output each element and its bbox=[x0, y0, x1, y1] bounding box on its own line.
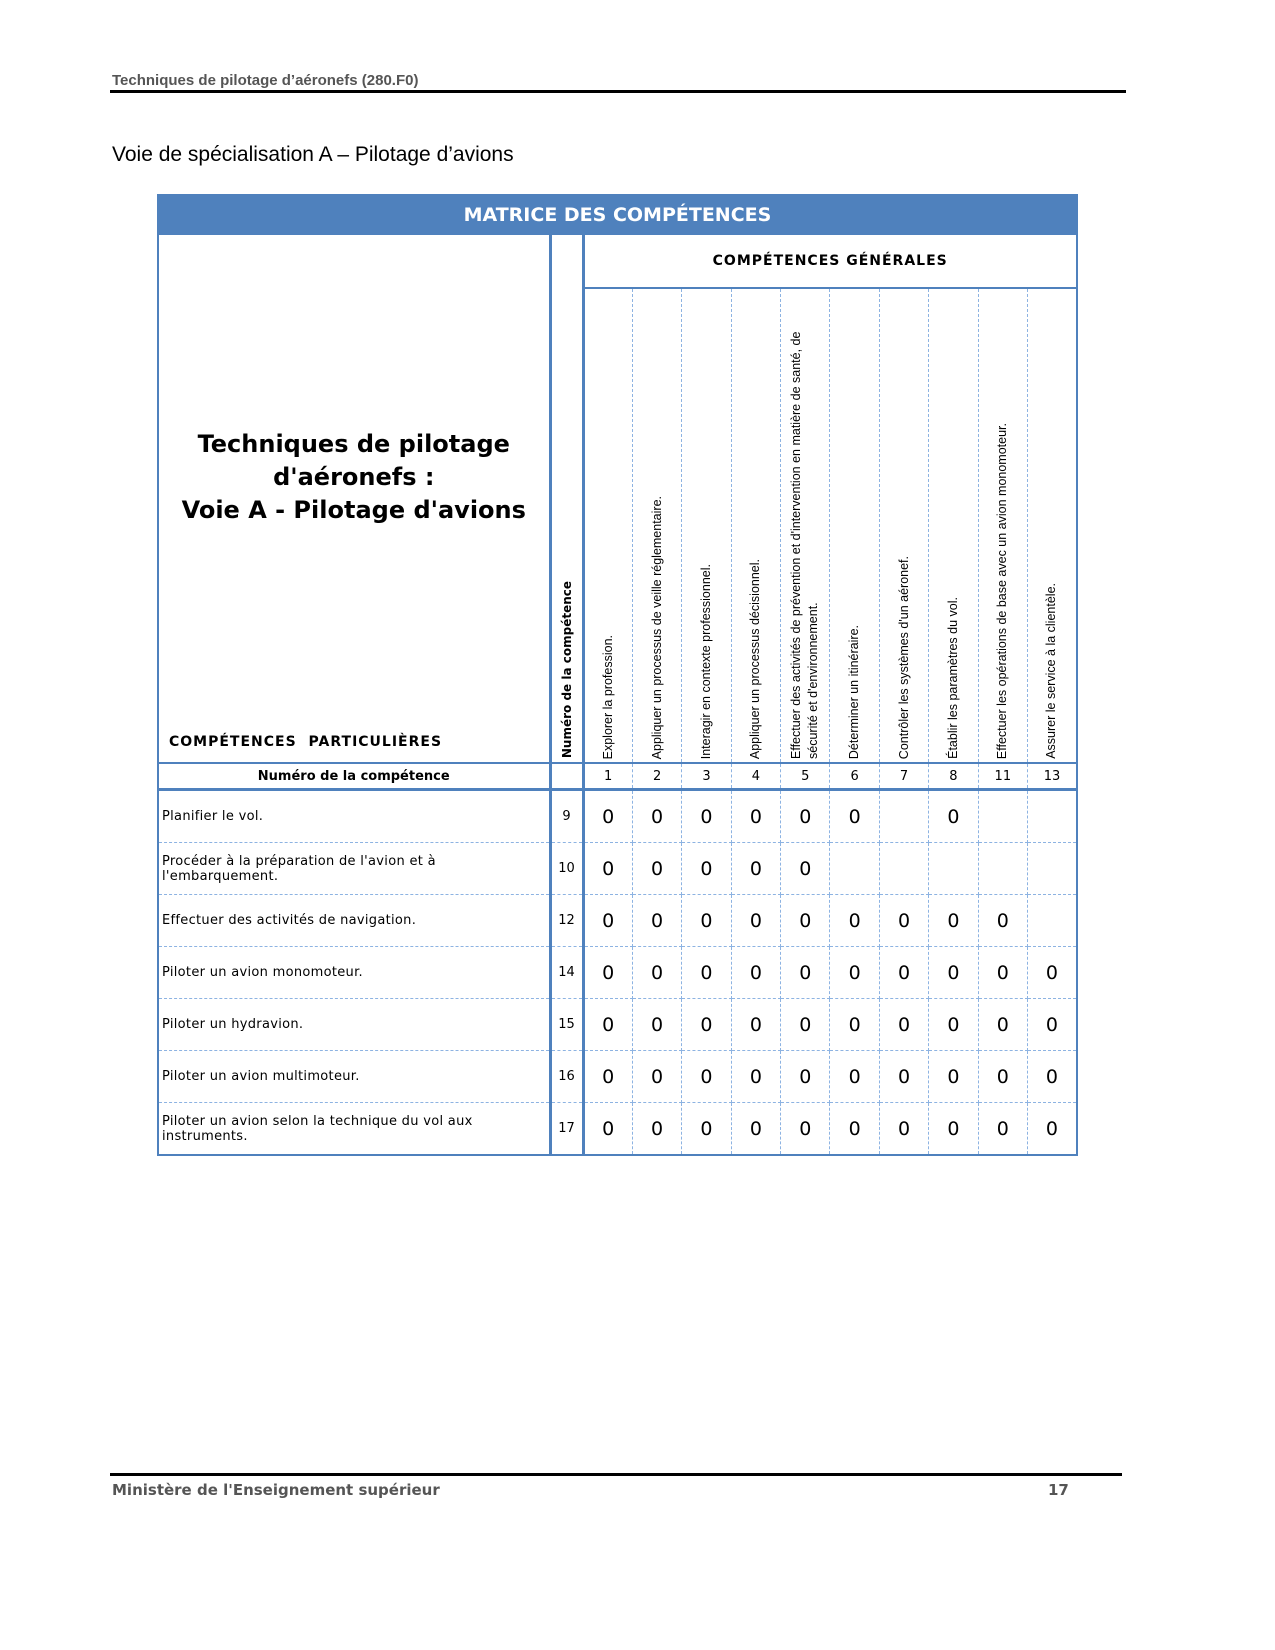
particular-competency-number: 17 bbox=[550, 1103, 583, 1156]
general-competency-label: Explorer la profession. bbox=[600, 634, 615, 759]
matrix-cell: 0 bbox=[929, 790, 978, 843]
general-competency-label: Effectuer des activités de prévention et d'intervention en matière de santé, de sécurité et d'environnement. bbox=[789, 331, 821, 759]
particular-competency-number: 16 bbox=[550, 1051, 583, 1103]
matrix-cell: 0 bbox=[1028, 1103, 1077, 1156]
matrix-cell: 0 bbox=[731, 843, 780, 895]
matrix-cell: 0 bbox=[682, 999, 731, 1051]
matrix-cell: 0 bbox=[781, 999, 830, 1051]
matrix-cell: 0 bbox=[929, 947, 978, 999]
matrix-cell: 0 bbox=[632, 895, 681, 947]
matrix-cell: 0 bbox=[830, 947, 879, 999]
table-row bbox=[158, 947, 1077, 999]
matrix-cell bbox=[978, 843, 1027, 895]
particular-competency-number: 15 bbox=[550, 999, 583, 1051]
matrix-cell bbox=[929, 843, 978, 895]
matrix-cell: 0 bbox=[583, 947, 632, 999]
matrix-cell: 0 bbox=[583, 1051, 632, 1103]
table-row bbox=[158, 790, 1077, 843]
matrix-cell: 0 bbox=[632, 843, 681, 895]
matrix-cell: 0 bbox=[682, 895, 731, 947]
matrix-cell bbox=[1028, 790, 1077, 843]
page-number: 17 bbox=[1048, 1481, 1069, 1499]
matrix-cell: 0 bbox=[978, 895, 1027, 947]
program-title-line: d'aéronefs : bbox=[273, 463, 435, 491]
general-competency-header bbox=[879, 288, 928, 763]
matrix-cell: 0 bbox=[731, 895, 780, 947]
particular-competency-number: 14 bbox=[550, 947, 583, 999]
matrix-cell: 0 bbox=[632, 1103, 681, 1156]
matrix-cell: 0 bbox=[682, 790, 731, 843]
general-competency-header bbox=[781, 288, 830, 763]
general-competency-number: 13 bbox=[1028, 763, 1077, 790]
table-row bbox=[158, 999, 1077, 1051]
matrix-cell: 0 bbox=[632, 1051, 681, 1103]
particular-competency-label: Piloter un avion selon la technique du vol aux instruments. bbox=[158, 1103, 550, 1156]
matrix-cell: 0 bbox=[929, 999, 978, 1051]
general-competency-header bbox=[830, 288, 879, 763]
matrix-cell: 0 bbox=[781, 947, 830, 999]
matrix-cell: 0 bbox=[781, 843, 830, 895]
general-competency-label: Déterminer un itinéraire. bbox=[847, 624, 862, 759]
matrix-cell: 0 bbox=[781, 1051, 830, 1103]
matrix-cell: 0 bbox=[781, 790, 830, 843]
general-competency-header bbox=[632, 288, 681, 763]
program-title-line: Voie A - Pilotage d'avions bbox=[181, 496, 526, 524]
matrix-cell: 0 bbox=[731, 947, 780, 999]
matrix-cell: 0 bbox=[682, 843, 731, 895]
particular-competency-number: 12 bbox=[550, 895, 583, 947]
general-competency-label: Assurer le service à la clientèle. bbox=[1044, 583, 1059, 759]
particular-competency-label: Planifier le vol. bbox=[158, 790, 550, 843]
matrix-cell: 0 bbox=[830, 895, 879, 947]
matrix-cell: 0 bbox=[583, 790, 632, 843]
matrix-cell bbox=[879, 843, 928, 895]
number-header: Numéro de la compétence bbox=[559, 580, 574, 758]
general-competency-number: 3 bbox=[682, 763, 731, 790]
general-competency-label: Interagir en contexte professionnel. bbox=[698, 563, 713, 759]
particular-competency-label: Piloter un avion monomoteur. bbox=[158, 947, 550, 999]
matrix-cell: 0 bbox=[731, 1051, 780, 1103]
matrix-cell: 0 bbox=[682, 1051, 731, 1103]
general-competency-header bbox=[929, 288, 978, 763]
footer-ministry: Ministère de l'Enseignement supérieur bbox=[112, 1481, 440, 1499]
matrix-cell: 0 bbox=[731, 1103, 780, 1156]
general-competency-number: 11 bbox=[978, 763, 1027, 790]
matrix-cell bbox=[1028, 895, 1077, 947]
matrix-cell: 0 bbox=[583, 843, 632, 895]
matrix-cell: 0 bbox=[1028, 999, 1077, 1051]
matrix-cell: 0 bbox=[929, 1051, 978, 1103]
table-row bbox=[158, 895, 1077, 947]
matrix-cell: 0 bbox=[781, 1103, 830, 1156]
general-competency-label: Établir les paramètres du vol. bbox=[945, 597, 960, 759]
general-competency-header bbox=[682, 288, 731, 763]
running-header: Techniques de pilotage d’aéronefs (280.F0) bbox=[112, 72, 419, 89]
matrix-cell: 0 bbox=[929, 1103, 978, 1156]
general-competency-number: 7 bbox=[879, 763, 928, 790]
matrix-cell: 0 bbox=[731, 790, 780, 843]
table-row bbox=[158, 843, 1077, 895]
matrix-cell: 0 bbox=[583, 1103, 632, 1156]
general-competency-label: Contrôler les systèmes d'un aéronef. bbox=[896, 555, 911, 759]
matrix-cell: 0 bbox=[682, 947, 731, 999]
general-competency-number: 8 bbox=[929, 763, 978, 790]
matrix-cell: 0 bbox=[879, 1051, 928, 1103]
matrix-cell: 0 bbox=[879, 947, 928, 999]
matrix-cell: 0 bbox=[583, 999, 632, 1051]
matrix-cell: 0 bbox=[583, 895, 632, 947]
table-row bbox=[158, 1103, 1077, 1156]
section-subtitle: Voie de spécialisation A – Pilotage d’avions bbox=[112, 143, 514, 166]
general-competency-label: Appliquer un processus de veille réglementaire. bbox=[649, 495, 664, 759]
matrix-cell bbox=[879, 790, 928, 843]
matrix-cell: 0 bbox=[879, 999, 928, 1051]
matrix-cell: 0 bbox=[781, 895, 830, 947]
matrix-cell: 0 bbox=[830, 790, 879, 843]
particular-competency-number: 10 bbox=[550, 843, 583, 895]
matrix-cell: 0 bbox=[830, 1103, 879, 1156]
number-row-blank bbox=[550, 763, 583, 790]
matrix-cell: 0 bbox=[731, 999, 780, 1051]
particular-competency-label: Piloter un avion multimoteur. bbox=[158, 1051, 550, 1103]
footer-rule bbox=[110, 1473, 1122, 1476]
general-competency-number: 4 bbox=[731, 763, 780, 790]
general-competency-number: 2 bbox=[632, 763, 681, 790]
competency-matrix bbox=[157, 194, 1078, 1156]
matrix-title: MATRICE DES COMPÉTENCES bbox=[158, 195, 1077, 234]
general-competency-label: Effectuer les opérations de base avec un avion monomoteur. bbox=[995, 422, 1010, 759]
matrix-cell: 0 bbox=[830, 999, 879, 1051]
general-competency-number: 1 bbox=[583, 763, 632, 790]
matrix-cell: 0 bbox=[830, 1051, 879, 1103]
matrix-cell: 0 bbox=[978, 999, 1027, 1051]
matrix-cell bbox=[1028, 843, 1077, 895]
program-cell bbox=[158, 234, 550, 763]
matrix-cell: 0 bbox=[632, 999, 681, 1051]
matrix-cell: 0 bbox=[879, 895, 928, 947]
matrix-cell: 0 bbox=[1028, 947, 1077, 999]
matrix-cell: 0 bbox=[682, 1103, 731, 1156]
matrix-cell: 0 bbox=[1028, 1051, 1077, 1103]
particular-competency-label: Effectuer des activités de navigation. bbox=[158, 895, 550, 947]
matrix-cell: 0 bbox=[929, 895, 978, 947]
matrix-cell bbox=[978, 790, 1027, 843]
particular-heading: COMPÉTENCES PARTICULIÈRES bbox=[169, 734, 443, 750]
matrix-cell: 0 bbox=[879, 1103, 928, 1156]
matrix-cell bbox=[830, 843, 879, 895]
matrix-cell: 0 bbox=[632, 947, 681, 999]
matrix-cell: 0 bbox=[978, 1103, 1027, 1156]
table-row bbox=[158, 1051, 1077, 1103]
matrix-cell: 0 bbox=[978, 1051, 1027, 1103]
general-competency-header bbox=[583, 288, 632, 763]
header-rule bbox=[110, 90, 1126, 93]
general-competency-header bbox=[1028, 288, 1077, 763]
matrix-cell: 0 bbox=[978, 947, 1027, 999]
particular-competency-label: Piloter un hydravion. bbox=[158, 999, 550, 1051]
general-heading: COMPÉTENCES GÉNÉRALES bbox=[583, 234, 1077, 288]
particular-competency-label: Procéder à la préparation de l'avion et à l'embarquement. bbox=[158, 843, 550, 895]
general-competency-number: 5 bbox=[781, 763, 830, 790]
program-title-line: Techniques de pilotage bbox=[197, 430, 510, 458]
general-competency-number: 6 bbox=[830, 763, 879, 790]
particular-competency-number: 9 bbox=[550, 790, 583, 843]
matrix-cell: 0 bbox=[632, 790, 681, 843]
number-header-cell bbox=[550, 234, 583, 763]
general-competency-header bbox=[731, 288, 780, 763]
general-competency-header bbox=[978, 288, 1027, 763]
general-competency-label: Appliquer un processus décisionnel. bbox=[748, 558, 763, 759]
program-title bbox=[159, 428, 549, 527]
number-row-label: Numéro de la compétence bbox=[158, 763, 550, 790]
